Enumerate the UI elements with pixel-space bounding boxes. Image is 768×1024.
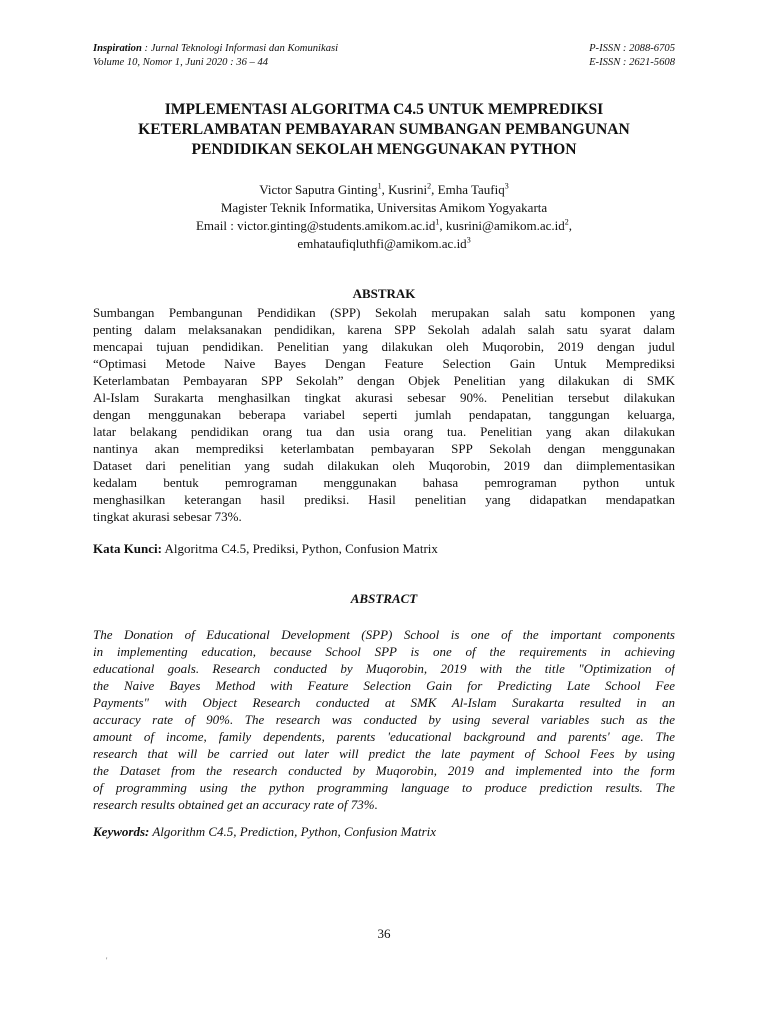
abstrak-line: Dataset dari penelitian yang sudah dilakukan oleh Muqorobin, 2019 dan diimplementasikan [93, 458, 675, 473]
abstract-line: amount of income, family dependents, parents 'educational background and parents' age. The [93, 729, 675, 744]
author-names: Victor Saputra Ginting$^1$, Kusrini$^2$, Emha Taufiq$^3$ [259, 181, 509, 197]
abstrak-line: tingkat akurasi sebesar 73%. [93, 509, 242, 524]
abstrak-line: Sumbangan Pembangunan Pendidikan (SPP) Sekolah merupakan salah satu komponen yang [93, 305, 675, 320]
journal-name: Inspiration : Jurnal Teknologi Informasi dan Komunikasi [93, 43, 339, 54]
abstrak-heading: ABSTRAK [352, 286, 416, 301]
abstrak-body [93, 304, 675, 525]
abstrak-line: menghasilkan keterangan hasil prediksi. Hasil penelitian yang didapatkan mendapatkan [93, 492, 675, 507]
email-line-2: $emhataufiqluthfi@amikom.ac.id^3$ [297, 235, 471, 251]
title-line: KETERLAMBATAN PEMBAYARAN SUMBANGAN PEMBANGUNAN [138, 121, 630, 138]
p-issn: P-ISSN : 2088-6705 [589, 43, 675, 54]
kata-kunci-label: Kata Kunci: [93, 541, 162, 556]
title-line: IMPLEMENTASI ALGORITMA C4.5 UNTUK MEMPREDIKSI [164, 101, 604, 118]
abstract-body [93, 626, 675, 813]
affiliation: Magister Teknik Informatika, Universitas Amikom Yogyakarta [220, 200, 548, 215]
abstrak-line: “Optimasi Metode Naive Bayes Dengan Feature Selection Gain Untuk Memprediksi [93, 356, 675, 371]
abstract-line: in implementing education, because School SPP is one of the requirements in achieving [93, 644, 675, 659]
abstrak-line: mencapai tujuan pendidikan. Penelitian yang dilakukan oleh Muqorobin, 2019 dengan judul [93, 339, 675, 354]
abstrak-line: Al-Islam Surakarta menghasilkan tingkat akurasi sebesar 90%. Penelitian tersebut dilakukan [93, 390, 675, 405]
abstrak-line: latar belakang pendidikan orang tua dan usia orang tua. Penelitian yang akan dilakukan [93, 424, 675, 439]
kata-kunci-values: Algoritma C4.5, Prediksi, Python, Confusion Matrix [161, 541, 438, 556]
abstract-heading: ABSTRACT [350, 591, 418, 606]
abstrak-line: kedalam bentuk pemrograman menggunakan bahasa pemrograman python untuk [93, 475, 675, 490]
running-header [93, 42, 675, 70]
abstract-line: the Dataset from the research conducted by Muqorobin, 2019 and implemented into the form [93, 763, 675, 778]
email-line: Email : $victor.ginting@students.amikom.ac.id^1$, $kusrini@amikom.ac.id^2$, [195, 217, 573, 233]
kata-kunci [93, 541, 675, 557]
volume-info: Volume 10, Nomor 1, Juni 2020 : 36 – 44 [93, 57, 269, 68]
abstract-line: Payments" with Object Research conducted at SMK Al-Islam Surakarta resulted in an [93, 695, 675, 710]
abstract-line: research that will be carried out later will predict the late payment of School Fees by using [93, 746, 675, 761]
abstract-line: research results obtained get an accuracy rate of 73%. [93, 797, 378, 812]
paper-title [80, 100, 688, 160]
author-block [60, 181, 708, 253]
keywords-values: Algorithm C4.5, Prediction, Python, Confusion Matrix [149, 824, 437, 839]
keywords-label: Keywords: [93, 824, 150, 839]
abstrak-line: Keterlambatan Pembayaran SPP Sekolah” dengan Objek Penelitian yang dilakukan di SMK [93, 373, 675, 388]
abstract-line: of programming using the python programming language to produce prediction results. The [93, 780, 675, 795]
abstrak-line: nantinya akan memprediksi keterlambatan pembayaran SPP Sekolah dengan menggunakan [93, 441, 675, 456]
abstract-line: educational goals. Research conducted by Muqorobin, 2019 with the title "Optimization of [93, 661, 675, 676]
abstract-line: the Naive Bayes Method with Feature Selection Gain for Predicting Late School Fee [93, 678, 675, 693]
abstract-line: The Donation of Educational Development (SPP) School is one of the important components [93, 627, 675, 642]
keywords [93, 824, 675, 840]
page-number: 36 [377, 926, 391, 941]
abstrak-line: penting dalam melaksanakan pendidikan, karena SPP Sekolah adalah salah satu syarat dalam [93, 322, 675, 337]
title-line: PENDIDIKAN SEKOLAH MENGGUNAKAN PYTHON [191, 141, 577, 158]
e-issn: E-ISSN : 2621-5608 [589, 57, 675, 68]
abstract-line: accuracy rate of 90%. The research was conducted by using several variables such as the [93, 712, 675, 727]
abstrak-line: dengan menggunakan beberapa variabel seperti jumlah pendapatan, tanggungan keluarga, [93, 407, 675, 422]
stray-mark: ' [106, 956, 108, 965]
